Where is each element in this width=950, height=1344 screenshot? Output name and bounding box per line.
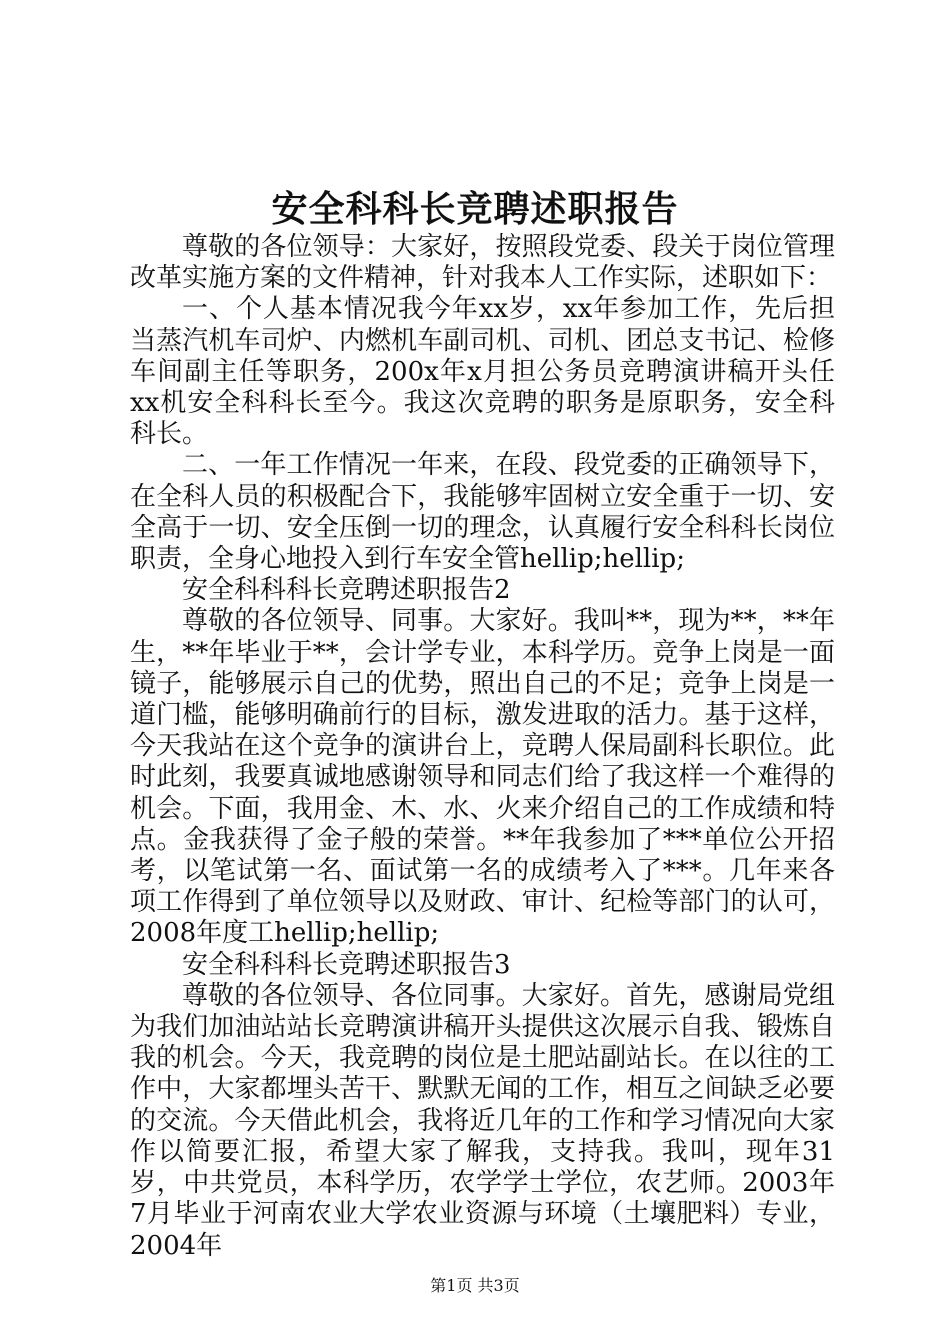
- paragraph: 一、个人基本情况我今年xx岁，xx年参加工作，先后担当蒸汽机车司炉、内燃机车副司机、司机、团总支书记、检修车间副主任等职务，200x年x月担公务员竞聘演讲稿开头任xx机安全科科长至今。我这次竞聘的职务是原职务，安全科科长。: [130, 294, 835, 450]
- paragraph: 尊敬的各位领导、同事。大家好。我叫**，现为**，**年生，**年毕业于**，会计学专业，本科学历。竞争上岗是一面镜子，能够展示自己的优势，照出自己的不足；竞争上岗是一道门槛，能够明确前行的目标，激发进取的活力。基于这样，今天我站在这个竞争的演讲台上，竞聘人保局副科长职位。此时此刻，我要真诚地感谢领导和同志们给了我这样一个难得的机会。下面，我用金、木、水、火来介绍自己的工作成绩和特点。金我获得了金子般的荣誉。**年我参加了***单位公开招考，以笔试第一名、面试第一名的成绩考入了***。几年来各项工作得到了单位领导以及财政、审计、纪检等部门的认可，2008年度工hellip;hellip;: [130, 606, 835, 949]
- section-heading: 安全科科科长竞聘述职报告2: [182, 575, 511, 606]
- paragraph: 二、一年工作情况一年来，在段、段党委的正确领导下，在全科人员的积极配合下，我能够牢固树立安全重于一切、安全高于一切、安全压倒一切的理念，认真履行安全科科长岗位职责，全身心地投入到行车安全管hellip;hellip;: [130, 450, 835, 575]
- document-body: [130, 232, 835, 1262]
- document-title: 安全科科长竞聘述职报告: [271, 188, 679, 230]
- paragraph: 尊敬的各位领导：大家好，按照段党委、段关于岗位管理改革实施方案的文件精神，针对我本人工作实际，述职如下：: [130, 232, 835, 294]
- page-footer: 第1页 共3页: [430, 1276, 520, 1295]
- section-heading: 安全科科科长竞聘述职报告3: [182, 949, 511, 980]
- paragraph: 尊敬的各位领导、各位同事。大家好。首先，感谢局党组为我们加油站站长竞聘演讲稿开头提供这次展示自我、锻炼自我的机会。今天，我竞聘的岗位是土肥站副站长。在以往的工作中，大家都埋头苦干、默默无闻的工作，相互之间缺乏必要的交流。今天借此机会，我将近几年的工作和学习情况向大家作以简要汇报，希望大家了解我，支持我。我叫，现年31岁，中共党员，本科学历，农学学士学位，农艺师。2003年7月毕业于河南农业大学农业资源与环境（土壤肥料）专业，2004年: [130, 980, 835, 1261]
